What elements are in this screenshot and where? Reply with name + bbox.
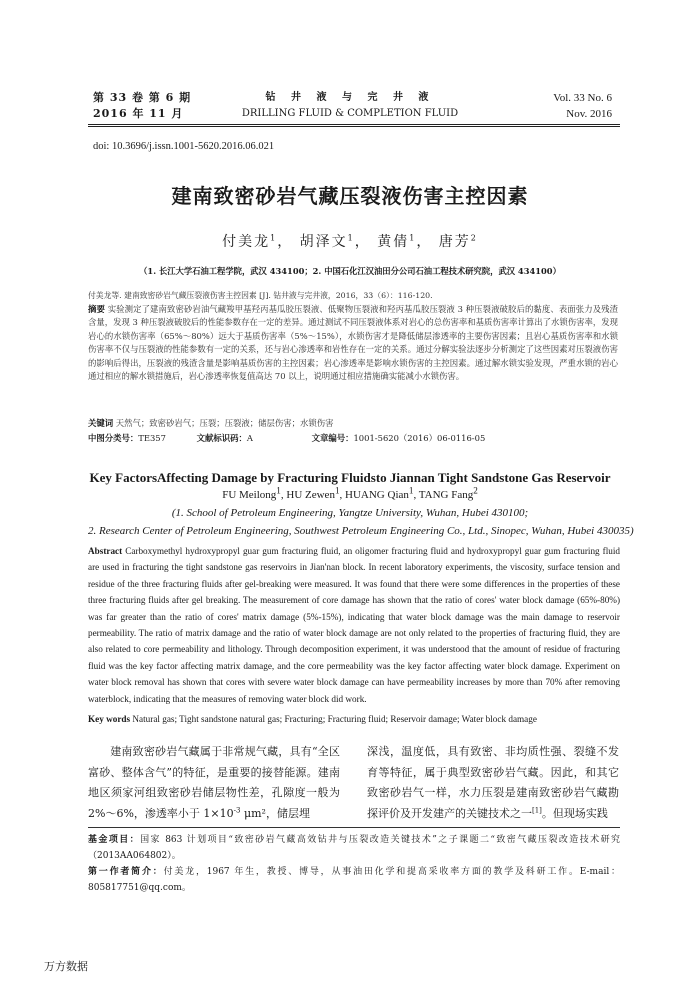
header-volume-en: Vol. 33 No. 6 <box>553 92 612 104</box>
body-column-left <box>88 742 340 824</box>
author-en-name: FU Meilong <box>222 489 277 501</box>
header-rule-bottom <box>88 126 620 127</box>
doi: doi: 10.3696/j.issn.1001-5620.2016.06.021 <box>93 141 275 152</box>
footnote-fund <box>88 832 620 864</box>
footnote-author <box>88 864 620 896</box>
author-cn-sup: 1 <box>409 233 417 243</box>
header-volume-cn: 第 33 卷 第 6 期 <box>93 91 192 104</box>
author-en-sup: 1 <box>334 485 340 496</box>
author-cn-sup: 2 <box>470 233 478 243</box>
body-right-text: 深浅，温度低，具有致密、非均质性强、裂缝不发育等特征，属于典型致密砂岩气藏。因此，和其它致密砂岩气一样，水力压裂是建南致密砂岩气藏勘探评价及开发建产的关键技术之一 <box>367 745 619 820</box>
abstract-cn-label: 摘要 <box>88 304 105 314</box>
citation-cn: 付美龙等. 建南致密砂岩气藏压裂液伤害主控因素 [J]. 钻井液与完井液，2016，33（6）：116-120. <box>88 291 433 300</box>
clc-label: 中图分类号： <box>88 433 139 443</box>
footnote-author-label: 第一作者简介： <box>88 867 164 877</box>
author-en-sup: 1 <box>408 485 414 496</box>
footnote-author-text: 付美龙，1967 年生，教授、博导，从事油田化学和提高采收率方面的教学及科研工作。E-mail：805817751@qq.com。 <box>88 867 620 893</box>
abstract-en <box>88 543 620 707</box>
body-right-ref: [1] <box>532 805 542 814</box>
clc-value: TE357 <box>138 433 166 443</box>
header-journal-cn: 钻 井 液 与 完 井 液 <box>265 92 435 103</box>
author-en-name: TANG Fang <box>418 489 474 501</box>
body-left-tail: μm²，储层埋 <box>240 806 310 820</box>
abstract-en-label: Abstract <box>88 546 123 556</box>
author-cn-sup: 1 <box>270 233 278 243</box>
affiliation-en-1: (1. School of Petroleum Engineering, Yangtze University, Wuhan, Hubei 430100; <box>171 507 529 519</box>
doc-code-label: 文献标识码： <box>196 433 247 443</box>
abstract-en-text: Carboxymethyl hydroxypropyl guar gum fracturing fluid, an oligomer fracturing fluid and hydroxypropyl guar gum fracturing fluid are used in fracturing the tight sandstone gas reservoirs in Jian'nan block. In recent laboratory experiments, the viscosity, surface tension and residue of the three fracturing fluids after gel-breaking were measured. It was found that there were some differences in the properties of these three fracturing fluids after gel breaking. The measurement of core damage has shown that the ratio of cores' water block damage (65%-80%) was far greater than the ratio of cores' matrix damage (5%-15%), indicating that water block damage was the main damage to reservoir permeability. The ratio of matrix damage and the ratio of water block damage are not only related to the properties of fracturing fluid, they are also related to core permeability and lithology. Through decomposition experiment, it was understood that the amount of residue of fracturing fluid was the key factor affecting matrix damage, and the core permeability was the key factor affecting water block damage. Experiment on water block removal has shown that cores with severe water block damage can have permeability increases by more than 70% after removing waterblock, indicating that the measures of removing water block did work. <box>88 546 620 704</box>
author-en-name: HU Zewen <box>286 489 335 501</box>
article-no-label: 文章编号： <box>311 433 354 443</box>
keywords-en-label: Key words <box>88 714 131 724</box>
header-date-cn: 2016 年 11 月 <box>93 107 184 120</box>
title-en: Key FactorsAffecting Damage by Fracturing Fluidsto Jiannan Tight Sandstone Gas Reservoir <box>89 470 611 485</box>
header-date-en: Nov. 2016 <box>566 108 612 120</box>
keywords-cn-label: 关键词 <box>88 418 114 428</box>
classification-cn <box>88 432 618 445</box>
affiliation-en-2: 2. Research Center of Petroleum Engineering, Southwest Petroleum Engineering Co., Ltd., Sinopec, Wuhan, Hubei 430035) <box>88 525 634 537</box>
authors-cn: 付美龙$^1$， 胡泽文$^1$， 黄倩$^1$， 唐芳$^2$ <box>222 233 478 250</box>
abstract-cn <box>88 303 618 383</box>
author-cn-name: 胡泽文 <box>299 234 348 250</box>
article-no-value: 1001-5620（2016）06-0116-05 <box>353 433 486 443</box>
author-en-sup: 1 <box>276 485 281 496</box>
doc-code-value: A <box>246 433 253 443</box>
watermark-wanfang: 万方数据 <box>44 960 88 973</box>
author-en-name: HUANG Qian <box>345 489 409 501</box>
author-cn-sup: 1 <box>347 233 355 243</box>
keywords-en <box>88 712 620 726</box>
keywords-cn-text: 天然气；致密砂岩气；压裂；压裂液；储层伤害；水锁伤害 <box>115 418 334 428</box>
author-cn-name: 付美龙 <box>222 234 271 250</box>
keywords-cn <box>88 417 618 430</box>
body-right-tail: 。但现场实践 <box>541 806 608 820</box>
footnote-fund-text: 国家 863 计划项目“致密砂岩气藏高效钻井与压裂改造关键技术”之子课题二“致密气藏压裂改造技术研究（2013AA064802）。 <box>88 835 620 861</box>
body-left-text: 建南致密砂岩气藏属于非常规气藏，具有“全区富砂、整体含气”的特征，是重要的接替能源。建南地区须家河组致密砂岩储层物性差，孔隙度一般为 2%～6%，渗透率小于 1×10 <box>88 745 340 820</box>
body-column-right <box>367 742 619 824</box>
header-volume-date-en <box>553 90 612 122</box>
author-en-sup: 2 <box>473 485 478 496</box>
abstract-cn-text: 实验测定了建南致密砂岩油气藏羧甲基羟丙基瓜胶压裂液、低聚物压裂液和羟丙基瓜胶压裂液 3 种压裂液破胶后的黏度、表面张力及残渣含量，发现 3 种压裂液破胶后的性能参数存在一定的差异。通过测试不同压裂液体系对岩心的总伤害率和基质伤害率计算出了水锁伤害率，发现岩心的水锁伤害率（65%～80%）远大于基质伤害率（5%～15%），水锁伤害才是降低储层渗透率的主要伤害因素；且岩心基质伤害率和水锁伤害率不仅与压裂液的性能参数有一定的关系，还与岩心渗透率和岩性存在一定的关系。通过分解实验法逐步分析测定了这些因素对压裂液伤害的影响后得出，压裂液的残渣含量是影响基质伤害的主控因素；岩心渗透率是影响水锁伤害的主控因素。通过解水锁实验发现，严重水锁的岩心通过相应的解水锁措施后，岩心渗透率恢复值高达 70 以上，说明通过相应措施确实能减小水锁伤害。 <box>88 304 618 382</box>
footnote-fund-label: 基金项目： <box>88 835 141 845</box>
keywords-en-text: Natural gas; Tight sandstone natural gas; Fracturing; Fracturing fluid; Reservoir damage; Water block damage <box>132 714 537 724</box>
title-cn: 建南致密砂岩气藏压裂液伤害主控因素 <box>171 184 529 208</box>
author-cn-name: 唐芳 <box>438 234 471 250</box>
affiliation-cn: （1. 长江大学石油工程学院，武汉 434100；2. 中国石化江汉油田分公司石油工程技术研究院，武汉 434100） <box>139 266 561 276</box>
header-journal-en: DRILLING FLUID & COMPLETION FLUID <box>241 108 459 119</box>
footnote-rule <box>88 827 620 828</box>
author-cn-name: 黄倩 <box>377 234 410 250</box>
authors-en: FU Meilong$^1$, HU Zewen$^1$, HUANG Qian$^1$, TANG Fang$^2$ <box>222 485 478 501</box>
header-rule-top <box>88 124 620 125</box>
body-left-exponent: -3 <box>233 805 241 814</box>
